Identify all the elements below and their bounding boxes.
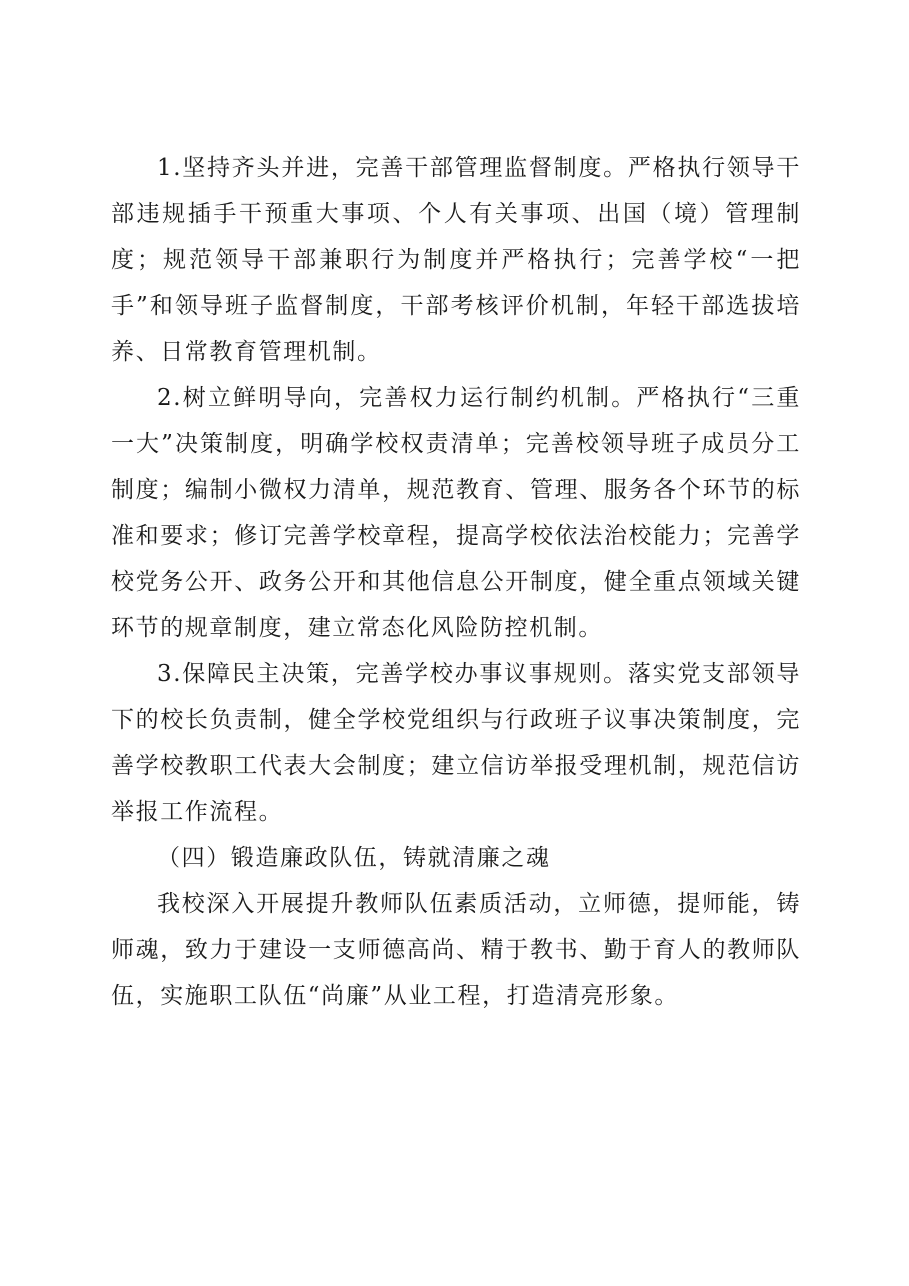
- paragraph-1: 1.坚持齐头并进，完善干部管理监督制度。严格执行领导干部违规插手干预重大事项、个人有关事项、出国（境）管理制度；规范领导干部兼职行为制度并严格执行；完善学校“一把手”和领导班子监督制度，干部考核评价机制，年轻干部选拔培养、日常教育管理机制。: [111, 155, 801, 365]
- paragraph-2: 2.树立鲜明导向，完善权力运行制约机制。严格执行“三重一大”决策制度，明确学校权责清单；完善校领导班子成员分工制度；编制小微权力清单，规范教育、管理、服务各个环节的标准和要求；修订完善学校章程，提高学校依法治校能力；完善学校党务公开、政务公开和其他信息公开制度，健全重点领域关键环节的规章制度，建立常态化风险防控机制。: [111, 385, 801, 641]
- document-body: [111, 145, 801, 1019]
- paragraph-3: 3.保障民主决策，完善学校办事议事规则。落实党支部领导下的校长负责制，健全学校党组织与行政班子议事决策制度，完善学校教职工代表大会制度；建立信访举报受理机制，规范信访举报工作流程。: [111, 661, 801, 825]
- section-heading: （四）锻造廉政队伍，铸就清廉之魂: [157, 845, 551, 871]
- closing-paragraph: 我校深入开展提升教师队伍素质活动，立师德，提师能，铸师魂，致力于建设一支师德高尚、精于教书、勤于育人的教师队伍，实施职工队伍“尚廉”从业工程，打造清亮形象。: [111, 891, 801, 1009]
